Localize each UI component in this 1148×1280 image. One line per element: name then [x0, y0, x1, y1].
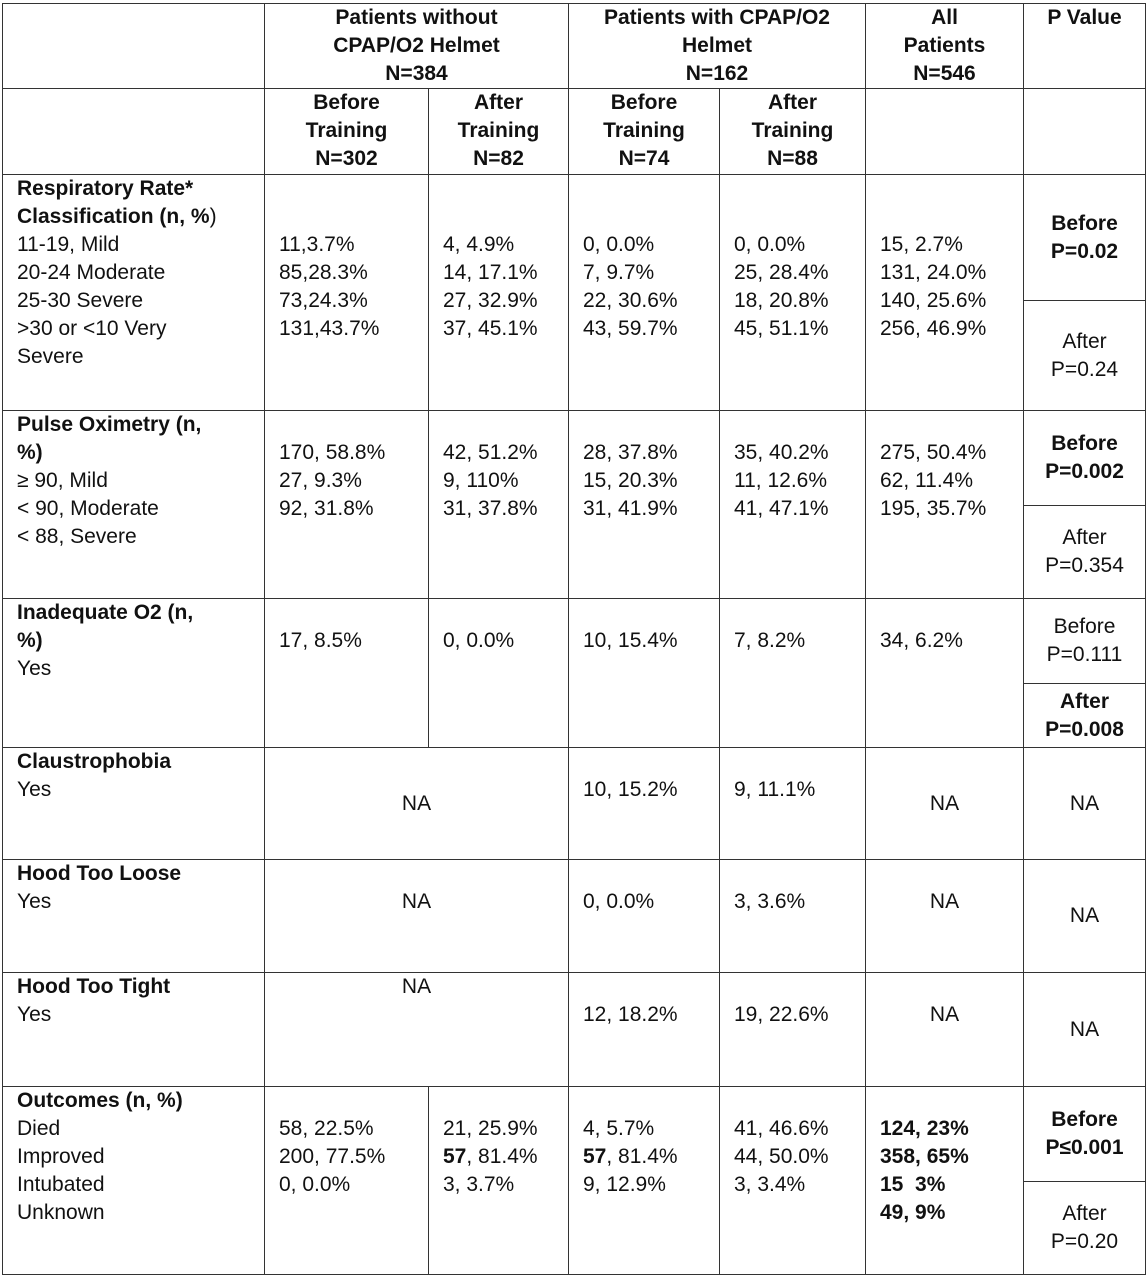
header-row-groups [3, 4, 1146, 89]
cell-pulse-without-before: 170, 58.8% 27, 9.3% 92, 31.8% [265, 411, 429, 599]
row-pulse-oximetry [3, 411, 1146, 506]
p-outcomes-after: After P=0.20 [1024, 1182, 1146, 1275]
cell-resp-without-before: 11,3.7% 85,28.3% 73,24.3% 131,43.7% [265, 175, 429, 411]
cell-loose-with-before: 0, 0.0% [569, 860, 720, 973]
cell-inadequate-without-after: 0, 0.0% [429, 599, 569, 748]
row-respiratory-rate [3, 175, 1146, 301]
label-respiratory-rate: Respiratory Rate* Classification (n, %) 11-19, Mild 20-24 Moderate 25-30 Severe >30 or <10 Very Severe [3, 175, 265, 411]
row-inadequate-o2 [3, 599, 1146, 684]
cell-inadequate-with-after: 7, 8.2% [720, 599, 866, 748]
cell-tight-with-after: 19, 22.6% [720, 973, 866, 1087]
cell-loose-all: NA [866, 860, 1024, 973]
cell-claus-without-na: NA [265, 748, 569, 860]
header-empty-cell [866, 89, 1024, 175]
p-loose: NA [1024, 860, 1146, 973]
cell-claus-with-before: 10, 15.2% [569, 748, 720, 860]
cell-claus-with-after: 9, 11.1% [720, 748, 866, 860]
header-without-after-training: After Training N=82 [429, 89, 569, 175]
cell-claus-all: NA [866, 748, 1024, 860]
label-hood-too-tight: Hood Too Tight Yes [3, 973, 265, 1087]
cell-loose-with-after: 3, 3.6% [720, 860, 866, 973]
p-inadequate-before: Before P=0.111 [1024, 599, 1146, 684]
cell-outcomes-with-after: 41, 46.6% 44, 50.0% 3, 3.4% [720, 1087, 866, 1275]
header-with-before-training: Before Training N=74 [569, 89, 720, 175]
label-hood-too-loose: Hood Too Loose Yes [3, 860, 265, 973]
row-outcomes [3, 1087, 1146, 1182]
cell-resp-with-after: 0, 0.0% 25, 28.4% 18, 20.8% 45, 51.1% [720, 175, 866, 411]
header-without-before-training: Before Training N=302 [265, 89, 429, 175]
header-row-subgroups [3, 89, 1146, 175]
header-patients-without-helmet: Patients without CPAP/O2 Helmet N=384 [265, 4, 569, 89]
label-inadequate-o2: Inadequate O2 (n, %) Yes [3, 599, 265, 748]
cell-resp-with-before: 0, 0.0% 7, 9.7% 22, 30.6% 43, 59.7% [569, 175, 720, 411]
label-outcomes: Outcomes (n, %) Died Improved Intubated Unknown [3, 1087, 265, 1275]
cell-outcomes-without-after: 21, 25.9% 57, 81.4% 3, 3.7% [429, 1087, 569, 1275]
p-resp-before: Before P=0.02 [1024, 175, 1146, 301]
cell-resp-all: 15, 2.7% 131, 24.0% 140, 25.6% 256, 46.9% [866, 175, 1024, 411]
cell-pulse-without-after: 42, 51.2% 9, 110% 31, 37.8% [429, 411, 569, 599]
cell-pulse-with-after: 35, 40.2% 11, 12.6% 41, 47.1% [720, 411, 866, 599]
cell-tight-with-before: 12, 18.2% [569, 973, 720, 1087]
cell-pulse-with-before: 28, 37.8% 15, 20.3% 31, 41.9% [569, 411, 720, 599]
data-table-wrapper [2, 3, 1146, 1275]
row-hood-too-tight [3, 973, 1146, 1087]
cell-resp-without-after: 4, 4.9% 14, 17.1% 27, 32.9% 37, 45.1% [429, 175, 569, 411]
p-pulse-after: After P=0.354 [1024, 506, 1146, 599]
header-all-patients: All Patients N=546 [866, 4, 1024, 89]
cell-inadequate-all: 34, 6.2% [866, 599, 1024, 748]
header-empty-cell [3, 89, 265, 175]
cell-tight-all: NA [866, 973, 1024, 1087]
cell-outcomes-with-before: 4, 5.7% 57, 81.4% 9, 12.9% [569, 1087, 720, 1275]
cell-pulse-all: 275, 50.4% 62, 11.4% 195, 35.7% [866, 411, 1024, 599]
cell-inadequate-with-before: 10, 15.4% [569, 599, 720, 748]
p-tight: NA [1024, 973, 1146, 1087]
row-hood-too-loose [3, 860, 1146, 973]
p-inadequate-after: After P=0.008 [1024, 684, 1146, 748]
header-patients-with-helmet: Patients with CPAP/O2 Helmet N=162 [569, 4, 866, 89]
p-claus: NA [1024, 748, 1146, 860]
p-resp-after: After P=0.24 [1024, 301, 1146, 411]
header-empty-cell [1024, 89, 1146, 175]
cell-outcomes-all: 124, 23% 358, 65% 15 3% 49, 9% [866, 1087, 1024, 1275]
results-table [2, 3, 1146, 1275]
label-pulse-oximetry: Pulse Oximetry (n, %) ≥ 90, Mild < 90, Moderate < 88, Severe [3, 411, 265, 599]
p-pulse-before: Before P=0.002 [1024, 411, 1146, 506]
cell-outcomes-without-before: 58, 22.5% 200, 77.5% 0, 0.0% [265, 1087, 429, 1275]
cell-tight-without-na: NA [265, 973, 569, 1087]
cell-loose-without-na: NA [265, 860, 569, 973]
cell-inadequate-without-before: 17, 8.5% [265, 599, 429, 748]
header-p-value: P Value [1024, 4, 1146, 89]
row-claustrophobia [3, 748, 1146, 860]
p-outcomes-before: Before P≤0.001 [1024, 1087, 1146, 1182]
label-claustrophobia: Claustrophobia Yes [3, 748, 265, 860]
header-with-after-training: After Training N=88 [720, 89, 866, 175]
header-corner-cell [3, 4, 265, 89]
